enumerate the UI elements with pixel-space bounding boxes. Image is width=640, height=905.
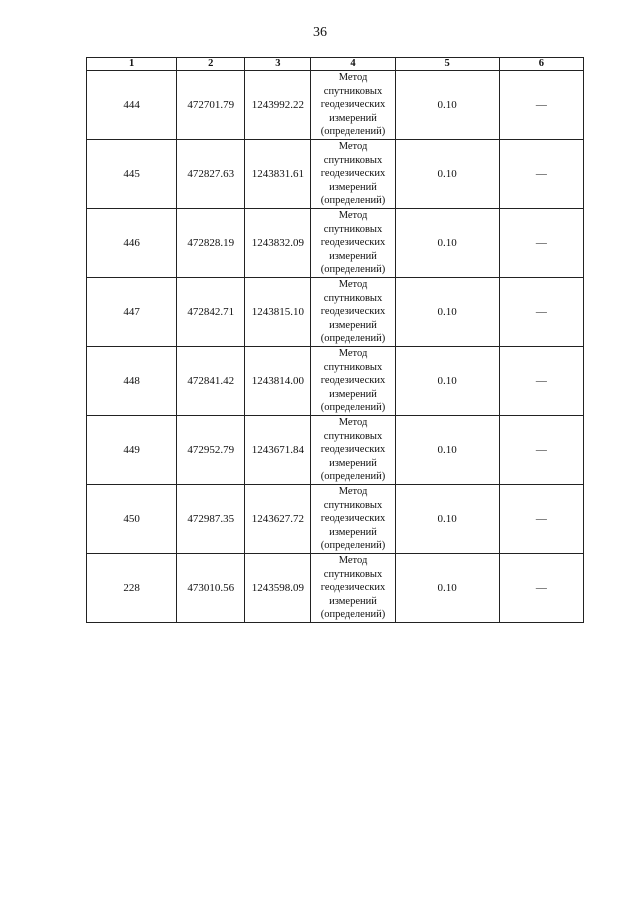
page-number: 36 <box>313 25 327 40</box>
method-cell <box>311 416 395 485</box>
method-cell <box>311 278 395 347</box>
x-coordinate-cell: 472841.42 <box>177 347 245 416</box>
method-line: спутниковых <box>323 85 383 97</box>
method-cell <box>311 209 395 278</box>
column-header-4: 4 <box>311 58 395 71</box>
accuracy-cell: 0.10 <box>395 209 499 278</box>
accuracy-cell: 0.10 <box>395 71 499 140</box>
y-coordinate-cell: 1243992.22 <box>245 71 311 140</box>
table-row <box>87 554 584 623</box>
table-row <box>87 485 584 554</box>
method-cell <box>311 71 395 140</box>
column-header-5: 5 <box>395 58 499 71</box>
method-line: (определений) <box>320 402 386 414</box>
x-coordinate-cell: 472701.79 <box>177 71 245 140</box>
method-line: спутниковых <box>323 568 383 580</box>
column-header-1: 1 <box>87 58 177 71</box>
table-row <box>87 278 584 347</box>
table-row <box>87 347 584 416</box>
description-cell: — <box>499 416 583 485</box>
method-line: геодезических <box>320 582 386 594</box>
x-coordinate-cell: 472827.63 <box>177 140 245 209</box>
method-line: измерений <box>329 250 377 262</box>
table-row <box>87 209 584 278</box>
method-line: измерений <box>329 181 377 193</box>
method-line: геодезических <box>320 444 386 456</box>
y-coordinate-cell: 1243598.09 <box>245 554 311 623</box>
x-coordinate-cell: 472828.19 <box>177 209 245 278</box>
method-line: Метод <box>338 348 368 360</box>
y-coordinate-cell: 1243831.61 <box>245 140 311 209</box>
column-header-6: 6 <box>499 58 583 71</box>
x-coordinate-cell: 472842.71 <box>177 278 245 347</box>
description-cell: — <box>499 209 583 278</box>
description-cell: — <box>499 485 583 554</box>
table-row <box>87 140 584 209</box>
y-coordinate-cell: 1243832.09 <box>245 209 311 278</box>
accuracy-cell: 0.10 <box>395 347 499 416</box>
point-number-cell: 450 <box>87 485 177 554</box>
y-coordinate-cell: 1243815.10 <box>245 278 311 347</box>
x-coordinate-cell: 472987.35 <box>177 485 245 554</box>
method-line: (определений) <box>320 333 386 345</box>
method-line: измерений <box>329 388 377 400</box>
table-body <box>87 71 584 623</box>
table-row <box>87 416 584 485</box>
method-cell <box>311 347 395 416</box>
method-line: (определений) <box>320 264 386 276</box>
description-cell: — <box>499 347 583 416</box>
y-coordinate-cell: 1243814.00 <box>245 347 311 416</box>
point-number-cell: 449 <box>87 416 177 485</box>
method-line: геодезических <box>320 513 386 525</box>
method-line: измерений <box>329 457 377 469</box>
accuracy-cell: 0.10 <box>395 278 499 347</box>
method-line: спутниковых <box>323 430 383 442</box>
method-line: Метод <box>338 279 368 291</box>
method-line: (определений) <box>320 609 386 621</box>
accuracy-cell: 0.10 <box>395 485 499 554</box>
method-line: измерений <box>329 595 377 607</box>
method-line: Метод <box>338 210 368 222</box>
method-line: (определений) <box>320 471 386 483</box>
description-cell: — <box>499 278 583 347</box>
method-line: Метод <box>338 417 368 429</box>
y-coordinate-cell: 1243627.72 <box>245 485 311 554</box>
description-cell: — <box>499 140 583 209</box>
column-header-2: 2 <box>177 58 245 71</box>
point-number-cell: 448 <box>87 347 177 416</box>
method-line: измерений <box>329 112 377 124</box>
method-line: спутниковых <box>323 499 383 511</box>
x-coordinate-cell: 473010.56 <box>177 554 245 623</box>
coordinates-table <box>86 57 584 623</box>
method-cell <box>311 554 395 623</box>
description-cell: — <box>499 71 583 140</box>
method-line: спутниковых <box>323 154 383 166</box>
method-line: измерений <box>329 526 377 538</box>
method-line: Метод <box>338 486 368 498</box>
description-cell: — <box>499 554 583 623</box>
method-line: (определений) <box>320 540 386 552</box>
method-line: геодезических <box>320 168 386 180</box>
method-line: геодезических <box>320 375 386 387</box>
method-line: измерений <box>329 319 377 331</box>
method-line: (определений) <box>320 195 386 207</box>
point-number-cell: 444 <box>87 71 177 140</box>
y-coordinate-cell: 1243671.84 <box>245 416 311 485</box>
method-line: (определений) <box>320 126 386 138</box>
method-line: геодезических <box>320 99 386 111</box>
method-line: геодезических <box>320 237 386 249</box>
point-number-cell: 445 <box>87 140 177 209</box>
x-coordinate-cell: 472952.79 <box>177 416 245 485</box>
accuracy-cell: 0.10 <box>395 416 499 485</box>
method-cell <box>311 485 395 554</box>
table-header-row <box>87 58 584 71</box>
method-line: Метод <box>338 555 368 567</box>
method-line: Метод <box>338 141 368 153</box>
method-line: спутниковых <box>323 292 383 304</box>
point-number-cell: 446 <box>87 209 177 278</box>
accuracy-cell: 0.10 <box>395 140 499 209</box>
method-line: геодезических <box>320 306 386 318</box>
table-row <box>87 71 584 140</box>
point-number-cell: 447 <box>87 278 177 347</box>
method-line: спутниковых <box>323 361 383 373</box>
method-line: спутниковых <box>323 223 383 235</box>
method-cell <box>311 140 395 209</box>
method-line: Метод <box>338 72 368 84</box>
point-number-cell: 228 <box>87 554 177 623</box>
column-header-3: 3 <box>245 58 311 71</box>
accuracy-cell: 0.10 <box>395 554 499 623</box>
